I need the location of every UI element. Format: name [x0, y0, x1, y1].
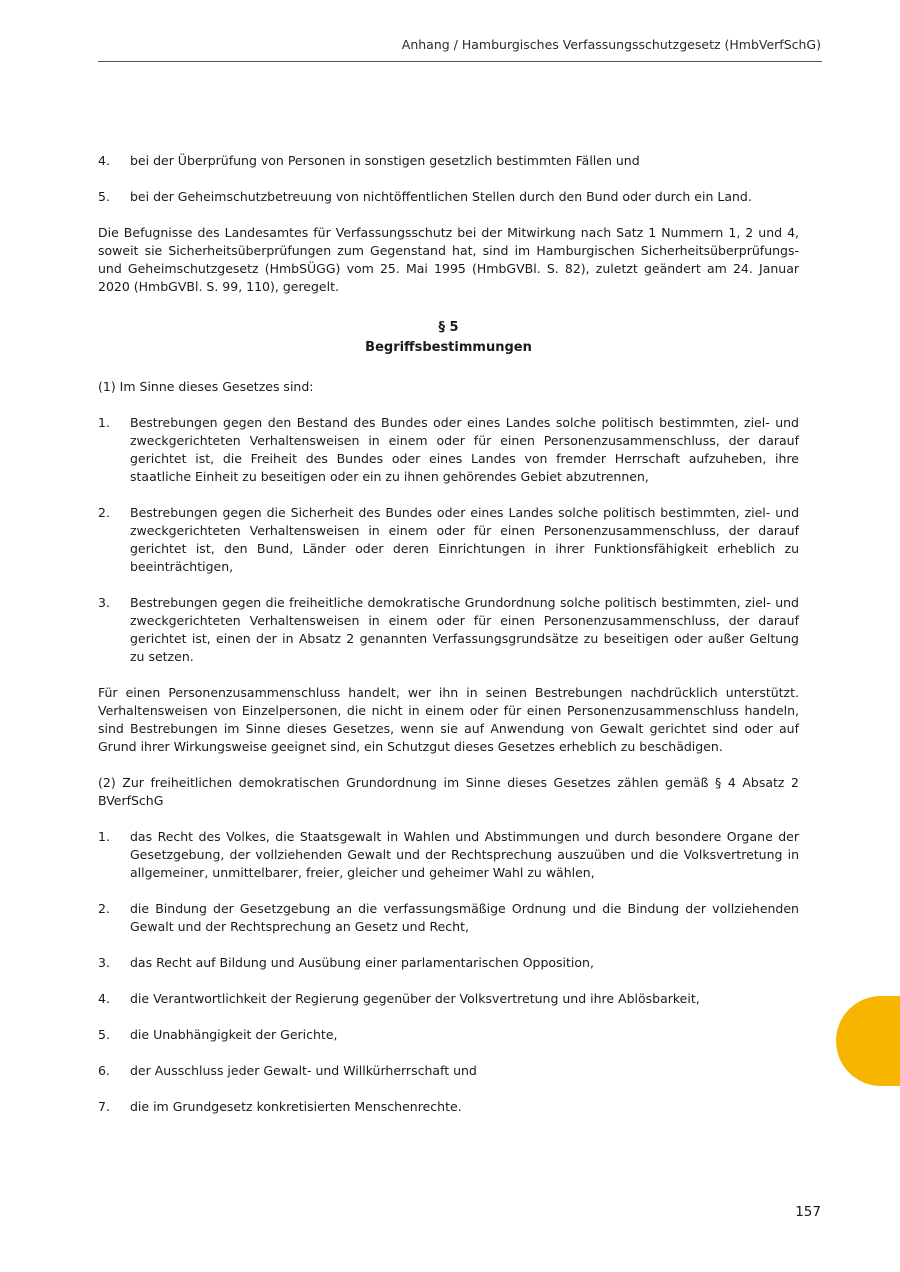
paragraph-abs1-intro: (1) Im Sinne dieses Gesetzes sind:: [98, 379, 314, 394]
list-item-number: 4.: [98, 153, 110, 168]
list-item-number: 7.: [98, 1099, 110, 1114]
list-item: [98, 954, 799, 972]
list-item-text: das Recht auf Bildung und Ausübung einer parlamentarischen Opposition,: [130, 955, 594, 970]
paragraph-befugnisse: Die Befugnisse des Landesamtes für Verfassungsschutz bei der Mitwirkung nach Satz 1 Nummern 1, 2 und 4, soweit sie Sicherheitsüberprüfungen zum Gegenstand hat, sind im Hamburgischen Sicherheitsüberprüfungs- und Geheimschutzgesetz (HmbSÜGG) vom 25. Mai 1995 (HmbGVBl. S. 82), zuletzt geändert am 24. Januar 2020 (HmbGVBl. S. 99, 110), geregelt.: [98, 225, 799, 294]
list-item: [98, 152, 799, 170]
running-header: Anhang / Hamburgisches Verfassungsschutzgesetz (HmbVerfSchG): [401, 37, 821, 52]
section-heading: [98, 318, 799, 358]
list-item: [98, 414, 799, 486]
page-content: [98, 152, 799, 1134]
list-item-text: Bestrebungen gegen die Sicherheit des Bundes oder eines Landes solche politisch bestimmten, ziel- und zweckgerichteten Verhaltensweisen in einem oder für einen Personenzusammenschluss, der darauf gerichtet ist, den Bund, Länder oder deren Einrichtungen in ihrer Funktionsfähigkeit erheblich zu beeinträchtigen,: [130, 505, 799, 574]
list-item-text: die im Grundgesetz konkretisierten Menschenrechte.: [130, 1099, 462, 1114]
list-item-number: 5.: [98, 189, 110, 204]
list-item-text: bei der Geheimschutzbetreuung von nichtöffentlichen Stellen durch den Bund oder durch ein Land.: [130, 189, 752, 204]
section-title: Begriffsbestimmungen: [365, 340, 532, 355]
list-item: [98, 1026, 799, 1044]
list-item-text: die Unabhängigkeit der Gerichte,: [130, 1027, 338, 1042]
list-item: [98, 1062, 799, 1080]
list-item-number: 3.: [98, 595, 110, 610]
list-item-number: 1.: [98, 829, 110, 844]
list-abs1: [98, 414, 799, 666]
list-item-number: 2.: [98, 505, 110, 520]
header-rule: [98, 61, 822, 62]
list-item-number: 6.: [98, 1063, 110, 1078]
chapter-tab-marker: [836, 996, 900, 1086]
list-item: [98, 504, 799, 576]
paragraph-abs2-intro: (2) Zur freiheitlichen demokratischen Grundordnung im Sinne dieses Gesetzes zählen gemäß § 4 Absatz 2 BVerfSchG: [98, 775, 799, 808]
list-item-number: 3.: [98, 955, 110, 970]
list-top: [98, 152, 799, 206]
list-item: [98, 990, 799, 1008]
list-item-number: 2.: [98, 901, 110, 916]
list-item-text: der Ausschluss jeder Gewalt- und Willkürherrschaft und: [130, 1063, 477, 1078]
list-item-text: die Verantwortlichkeit der Regierung gegenüber der Volksvertretung und ihre Ablösbarkeit,: [130, 991, 700, 1006]
paragraph-personenzusammenschluss: Für einen Personenzusammenschluss handelt, wer ihn in seinen Bestrebungen nachdrücklich unterstützt. Verhaltensweisen von Einzelpersonen, die nicht in einem oder für einen Personenzusammenschluss handeln, sind Bestrebungen im Sinne dieses Gesetzes, wenn sie auf Anwendung von Gewalt gerichtet sind oder auf Grund ihrer Wirkungsweise geeignet sind, ein Schutzgut dieses Gesetzes erheblich zu beschädigen.: [98, 685, 799, 754]
list-item: [98, 1098, 799, 1116]
list-item: [98, 828, 799, 882]
list-item-text: das Recht des Volkes, die Staatsgewalt in Wahlen und Abstimmungen und durch besondere Organe der Gesetzgebung, der vollziehenden Gewalt und der Rechtsprechung auszuüben und die Volksvertretung in allgemeiner, unmittelbarer, freier, gleicher und geheimer Wahl zu wählen,: [130, 829, 799, 880]
list-item-text: Bestrebungen gegen den Bestand des Bundes oder eines Landes solche politisch bestimmten, ziel- und zweckgerichteten Verhaltensweisen in einem oder für einen Personenzusammenschluss, der darauf gerichtet ist, die Freiheit des Bundes oder eines Landes von fremder Herrschaft aufzuheben, ihre staatliche Einheit zu beseitigen oder ein zu ihnen gehörendes Gebiet abzutrennen,: [130, 415, 799, 484]
list-item-text: Bestrebungen gegen die freiheitliche demokratische Grundordnung solche politisch bestimmten, ziel- und zweckgerichteten Verhaltensweisen in einem oder für einen Personenzusammenschluss, der darauf gerichtet ist, einen der in Absatz 2 genannten Verfassungsgrundsätze zu beseitigen oder außer Geltung zu setzen.: [130, 595, 799, 664]
list-item: [98, 594, 799, 666]
list-item-text: bei der Überprüfung von Personen in sonstigen gesetzlich bestimmten Fällen und: [130, 153, 640, 168]
list-item-number: 5.: [98, 1027, 110, 1042]
list-item-text: die Bindung der Gesetzgebung an die verfassungsmäßige Ordnung und die Bindung der vollziehenden Gewalt und der Rechtsprechung an Gesetz und Recht,: [130, 901, 799, 934]
list-item: [98, 900, 799, 936]
list-item: [98, 188, 799, 206]
section-number: § 5: [438, 320, 459, 335]
list-abs2: [98, 828, 799, 1116]
page-number: 157: [795, 1204, 821, 1220]
list-item-number: 1.: [98, 415, 110, 430]
list-item-number: 4.: [98, 991, 110, 1006]
